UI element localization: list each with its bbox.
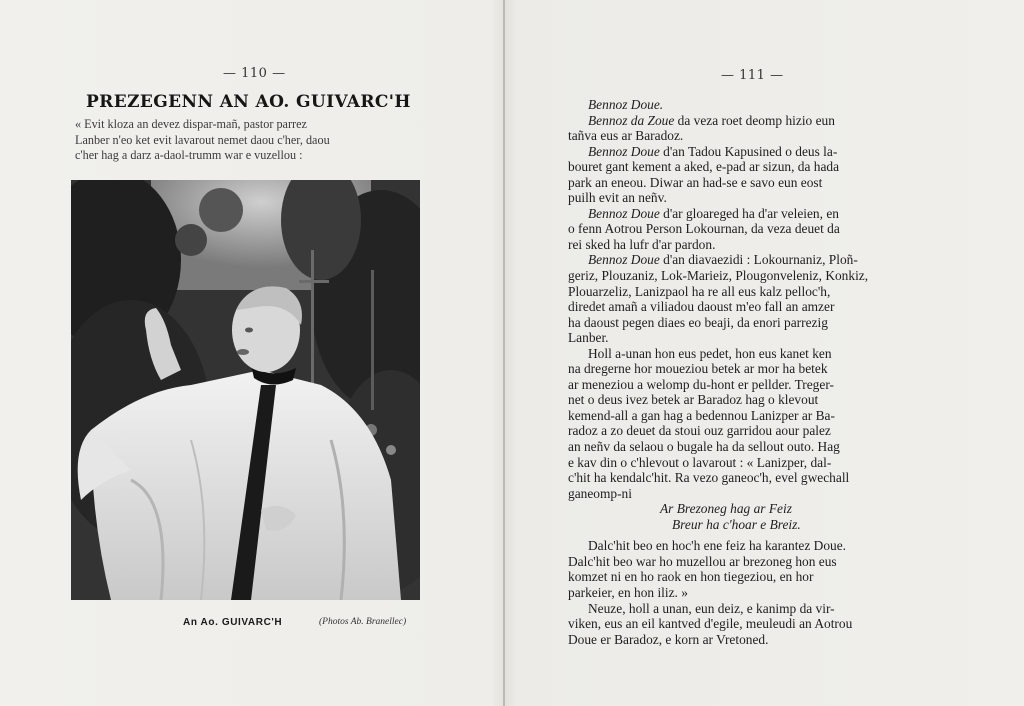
- line-text: radoz a zo deuet da stoui ouz garridou aour palez: [568, 423, 831, 439]
- text-line: [568, 252, 948, 268]
- text-line: Dalc'hit beo war ho muzellou ar brezoneg hon eus: [568, 553, 837, 569]
- text-line: [568, 175, 948, 191]
- line-text: geriz, Plouzaniz, Lok-Marieiz, Plougonveleniz, Konkiz,: [568, 268, 869, 284]
- line-text: e kav din o c'hlevout o lavarout : « Lanizper, dal-: [568, 454, 832, 470]
- text-line: [568, 284, 948, 300]
- italic-lead: Bennoz Doue: [588, 143, 660, 159]
- text-line: [568, 361, 948, 377]
- intro-line: Lanber n'eo ket evit lavarout nemet daou c'her, daou: [75, 132, 330, 147]
- text-line: [568, 392, 948, 408]
- priest-photo: [71, 180, 420, 600]
- line-text: Lanber.: [568, 330, 609, 346]
- intro-paragraph: [75, 117, 425, 164]
- text-line: [568, 408, 948, 424]
- text-line: Dalc'hit beo en hoc'h ene feiz ha karantez Doue.: [588, 538, 847, 554]
- text-line: [568, 128, 948, 144]
- line-text: c'hit ha kendalc'hit. Ra vezo ganeoc'h, evel gwechall: [568, 470, 850, 486]
- verse-line: Breur ha c'hoar e Breiz.: [672, 516, 801, 532]
- line-text: ar meneziou a welomp du-hont er pellder. Treger-: [568, 376, 834, 392]
- line-text: o fenn Aotrou Person Lokournan, da veza deuet da: [568, 221, 840, 237]
- line-text: puilh evit an neñv.: [568, 190, 667, 206]
- section-heading: PREZEGENN AN AO. GUIVARC'H: [86, 92, 411, 112]
- line-text: ha daoust pegen diaes eo beaji, da enori parrezig: [568, 314, 828, 330]
- line-text: an neñv da selaou o bugale ha da sellout outo. Hag: [568, 439, 840, 455]
- line-text: net o deus ivez betek ar Baradoz hag o klevout: [568, 392, 819, 408]
- verse-line: Ar Brezoneg hag ar Feiz: [660, 501, 792, 517]
- line-text: kemend-all a gan hag a bedennou Lanizper ar Ba-: [568, 407, 835, 423]
- line-text: d'ar gloareged ha d'ar veleien, en: [659, 205, 839, 221]
- italic-lead: Bennoz Doue: [588, 205, 660, 221]
- line-text: tañva eus ar Baradoz.: [568, 128, 684, 144]
- book-gutter: [503, 0, 505, 706]
- text-line: [568, 423, 948, 439]
- text-line: komzet ni en ho raok en hon tiegeziou, en hor: [568, 569, 814, 585]
- text-line: [568, 190, 948, 206]
- italic-lead: Bennoz da Zoue: [588, 112, 675, 128]
- line-text: Holl a-unan hon eus pedet, hon eus kanet ken: [588, 345, 832, 361]
- line-text: bouret gant kement a aked, e-pad ar sizun, da hada: [568, 159, 840, 175]
- line-text: rei sked ha lufr d'ar pardon.: [568, 236, 716, 252]
- text-line: [568, 315, 948, 331]
- line-text: park an eneou. Diwar an had-se e savo eun eost: [568, 174, 823, 190]
- text-line: [568, 268, 948, 284]
- text-line: [568, 221, 948, 237]
- text-line: Neuze, holl a unan, eun deiz, e kanimp da vir-: [588, 600, 835, 616]
- text-line: Doue er Baradoz, e korn ar Vretoned.: [568, 631, 769, 647]
- text-line: [568, 299, 948, 315]
- text-line: [568, 470, 948, 486]
- photo-credit: (Photos Ab. Branellec): [319, 617, 407, 627]
- text-line: [568, 113, 948, 129]
- text-line: [568, 159, 948, 175]
- italic-lead: Bennoz Doue.: [588, 97, 664, 112]
- text-line: [568, 97, 948, 113]
- priest-photo-image: [71, 180, 420, 600]
- text-line: [568, 144, 948, 160]
- page-number: — 111 —: [721, 68, 784, 83]
- text-line: parkeier, en hon iliz. »: [568, 584, 688, 600]
- text-line: [568, 346, 948, 362]
- text-line: [568, 455, 948, 471]
- line-text: na dregerne hor moueziou betek ar mor ha betek: [568, 361, 828, 377]
- left-page: [0, 0, 503, 706]
- intro-line: « Evit kloza an devez dispar-mañ, pastor parrez: [75, 117, 307, 131]
- line-text: ganeomp-ni: [568, 485, 632, 501]
- text-line: [568, 237, 948, 253]
- line-text: d'an Tadou Kapusined o deus la-: [659, 143, 838, 159]
- page-number: — 110 —: [223, 66, 286, 81]
- right-page: [506, 0, 1024, 706]
- text-line: [568, 439, 948, 455]
- text-line: [568, 330, 948, 346]
- line-text: d'an diavaezidi : Lokournaniz, Ploñ-: [659, 252, 858, 268]
- body-text: [568, 97, 948, 647]
- line-text: diredet amañ a viliadou daoust m'eo fall an amzer: [568, 299, 835, 315]
- text-line: viken, eus an eil kantved d'egile, meuleudi an Aotrou: [568, 616, 853, 632]
- text-line: [568, 377, 948, 393]
- line-text: da veza roet deomp hizio eun: [674, 112, 835, 128]
- italic-lead: Bennoz Doue: [588, 252, 660, 268]
- text-line: [568, 486, 948, 502]
- text-line: [568, 206, 948, 222]
- intro-line: c'her hag a darz a-daol-trumm war e vuzellou :: [75, 148, 303, 162]
- photo-caption: An Ao. GUIVARC'H: [183, 617, 283, 628]
- line-text: Plouarzeliz, Lanizpaol ha re all eus kalz pelloc'h,: [568, 283, 831, 299]
